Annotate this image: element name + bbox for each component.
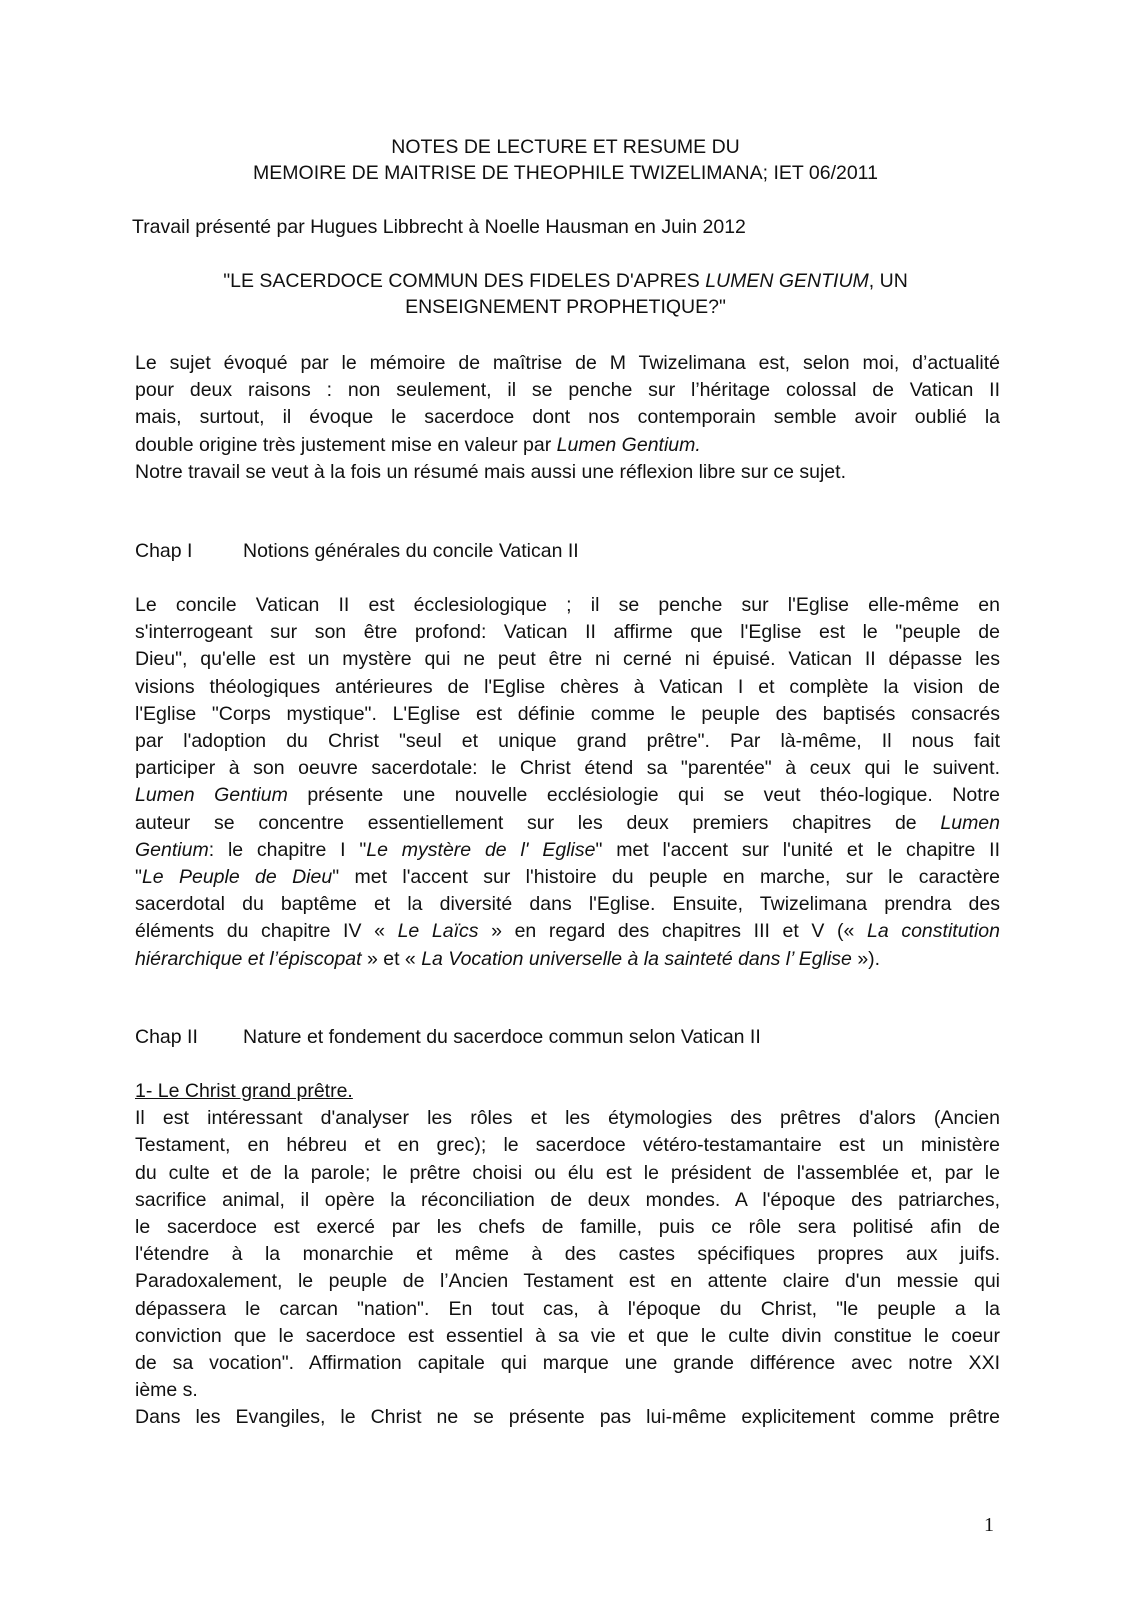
text-run: » en regard des chapitres III et V (« — [478, 920, 868, 943]
text-line: Dans les Evangiles, le Christ ne se présente pas lui-même explicitement comme prêtre — [135, 1406, 1000, 1429]
text-line: pour deux raisons : non seulement, il se penche sur l’héritage colossal de Vatican II — [135, 379, 1000, 402]
text-line: ième s. — [135, 1379, 198, 1402]
text-run: éléments du chapitre IV « — [135, 920, 398, 943]
text-line: l'étendre à la monarchie et même à des castes spécifiques propres aux juifs. — [135, 1243, 1000, 1266]
intro-paragraph — [135, 350, 1000, 486]
header-line-1: NOTES DE LECTURE ET RESUME DU — [391, 136, 740, 158]
text-line: mais, surtout, il évoque le sacerdoce dont nos contemporain semble avoir oublié la — [135, 406, 1000, 429]
chapter-1-paragraph — [135, 592, 1000, 973]
text-line: participer à son oeuvre sacerdotale: le Christ étend sa "parentée" à ceux qui le suivent. — [135, 757, 1000, 780]
chapter-2-paragraph — [135, 1078, 1000, 1432]
document-title — [0, 270, 1131, 293]
text-italic: hiérarchique et l’épiscopat — [135, 947, 362, 970]
chapter-number: Chap I — [135, 540, 193, 562]
text-line: Paradoxalement, le peuple de l’Ancien Testament est en attente claire d'un messie qui — [135, 1270, 1000, 1293]
chapter-title: Nature et fondement du sacerdoce commun selon Vatican II — [243, 1026, 761, 1048]
text-line: de sa vocation". Affirmation capitale qui marque une grande différence avec notre XXI — [135, 1352, 1000, 1375]
byline: Travail présenté par Hugues Libbrecht à Noelle Hausman en Juin 2012 — [132, 216, 746, 238]
text-run: " — [135, 866, 142, 889]
text-run: " met l'accent sur l'histoire du peuple en marche, sur le caractère — [332, 866, 1000, 889]
text-line — [135, 837, 1000, 864]
chapter-1-heading — [135, 540, 579, 563]
chapter-2-heading — [135, 1026, 761, 1049]
text-italic: Gentium — [135, 838, 209, 861]
text-line: s'interrogeant sur son être profond: Vatican II affirme que l'Eglise est le "peuple de — [135, 621, 1000, 644]
text-line: Dieu", qu'elle est un mystère qui ne peut être ni cerné ni épuisé. Vatican II dépasse les — [135, 648, 1000, 671]
text-line — [135, 864, 1000, 891]
text-line: du culte et de la parole; le prêtre choisi ou élu est le président de l'assemblée et, par le — [135, 1161, 1000, 1184]
text-line: sacerdotal du baptême et la diversité dans l'Eglise. Ensuite, Twizelimana prendra des — [135, 893, 1000, 916]
text-italic: Lumen Gentium. — [556, 433, 701, 456]
text-run: » et « — [361, 947, 422, 970]
text-run: : le chapitre I " — [208, 838, 367, 861]
text-italic: Lumen Gentium — [135, 784, 288, 807]
text-line: sacrifice animal, il opère la réconciliation de deux mondes. A l'époque des patriarches, — [135, 1188, 1000, 1211]
text-line: dépassera le carcan "nation". En tout cas, à l'époque du Christ, "le peuple a la — [135, 1297, 1000, 1320]
text-line: Il est intéressant d'analyser les rôles et les étymologies des prêtres d'alors (Ancien — [135, 1107, 1000, 1130]
text-line — [135, 432, 1000, 459]
text-line — [135, 946, 1000, 973]
text-line: le sacerdoce est exercé par les chefs de famille, puis ce rôle sera politisé afin de — [135, 1216, 1000, 1239]
text-italic: Le Laïcs — [397, 920, 479, 943]
text-italic: La constitution — [867, 920, 1000, 943]
text-run: »). — [851, 947, 881, 970]
text-italic: Le mystère de l' Eglise — [366, 838, 596, 861]
text-line: Notre travail se veut à la fois un résumé mais aussi une réflexion libre sur ce sujet. — [135, 460, 846, 483]
text-line: Le concile Vatican II est écclesiologique ; il se penche sur l'Eglise elle-même en — [135, 594, 1000, 616]
text-line — [135, 918, 1000, 945]
chapter-title: Notions générales du concile Vatican II — [243, 540, 579, 562]
section-subtitle: 1- Le Christ grand prêtre. — [135, 1080, 353, 1102]
text-line: conviction que le sacerdoce est essentiel à sa vie et que le culte divin constitue le coeur — [135, 1324, 1000, 1347]
chapter-number: Chap II — [135, 1026, 198, 1048]
text-run: présente une nouvelle ecclésiologie qui se veut théo-logique. Notre — [287, 784, 1000, 807]
text-line — [135, 810, 1000, 837]
text-italic: La Vocation universelle à la sainteté dans l’ Eglise — [421, 947, 852, 970]
title-italic: LUMEN GENTIUM — [705, 270, 869, 292]
title-pre: "LE SACERDOCE COMMUN DES FIDELES D'APRES — [223, 270, 706, 292]
header-line-2: MEMOIRE DE MAITRISE DE THEOPHILE TWIZELIMANA; IET 06/2011 — [253, 162, 878, 184]
document-title-line-2: ENSEIGNEMENT PROPHETIQUE?" — [405, 296, 726, 318]
text-line: par l'adoption du Christ "seul et unique grand prêtre". Par là-même, Il nous fait — [135, 730, 1000, 753]
text-run: double origine très justement mise en valeur par — [135, 433, 557, 456]
title-post: , UN — [868, 270, 908, 292]
text-run: auteur se concentre essentiellement sur les deux premiers chapitres de — [135, 811, 941, 834]
text-line: visions théologiques antérieures de l'Eglise chères à Vatican I et complète la vision de — [135, 675, 1000, 698]
text-line: Testament, en hébreu et en grec); le sacerdoce vétéro-testamantaire est un ministère — [135, 1134, 1000, 1157]
text-line: l'Eglise "Corps mystique". L'Eglise est définie comme le peuple des baptisés consacrés — [135, 702, 1000, 725]
text-run: " met l'accent sur l'unité et le chapitre II — [595, 838, 1001, 861]
page-number: 1 — [984, 1514, 994, 1536]
text-italic: Lumen — [940, 811, 1000, 834]
text-italic: Le Peuple de Dieu — [141, 866, 333, 889]
text-line — [135, 782, 1000, 809]
text-line: Le sujet évoqué par le mémoire de maîtrise de M Twizelimana est, selon moi, d’actualité — [135, 352, 1000, 374]
